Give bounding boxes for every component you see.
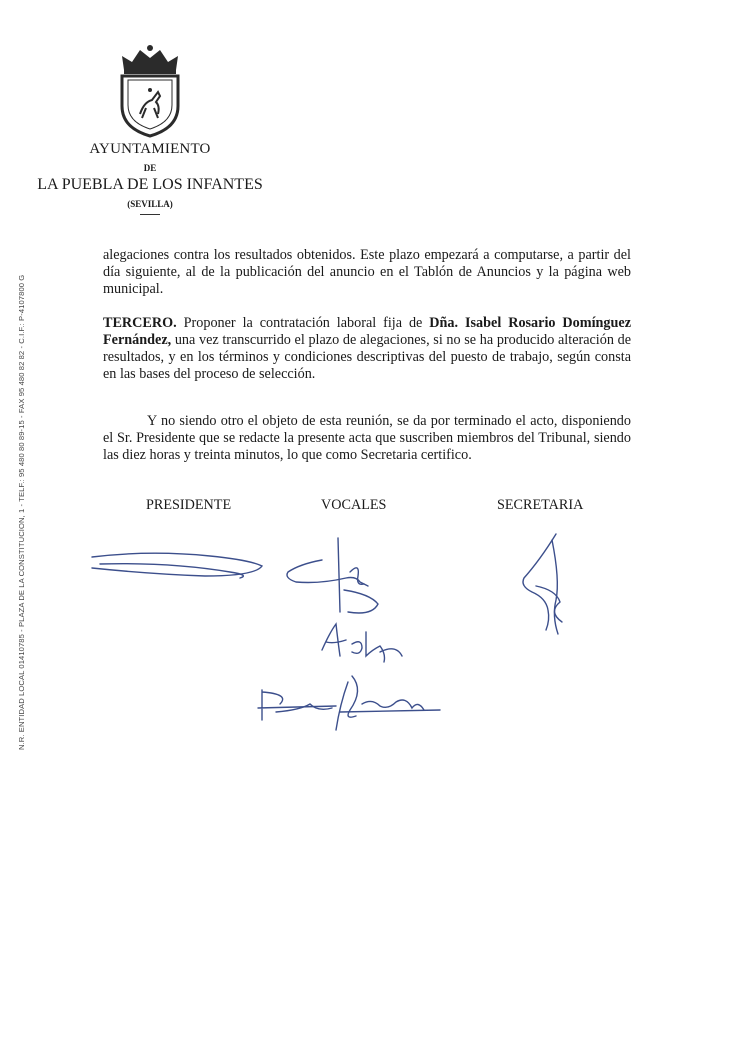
letterhead-province: (SEVILLA) bbox=[127, 199, 173, 209]
letterhead-de: DE bbox=[143, 163, 157, 173]
president-signature bbox=[92, 553, 262, 578]
president-label: PRESIDENTE bbox=[146, 497, 232, 513]
side-margin-text: N.R. ENTIDAD LOCAL 01410785 - PLAZA DE LA CONSTITUCION, 1 - TELF.: 95 480 80 89-15 - FAX 95 480 82 82 - C.I.F.: P-4107800 G bbox=[17, 274, 26, 750]
letterhead-title: AYUNTAMIENTO bbox=[89, 141, 211, 157]
letterhead-town: LA PUEBLA DE LOS INFANTES bbox=[37, 176, 263, 193]
vocal-signature-2 bbox=[322, 624, 402, 662]
vocales-label: VOCALES bbox=[321, 497, 387, 513]
paragraph-closing: Y no siendo otro el objeto de esta reunión, se da por terminado el acto, disponiendo el Sr. Presidente que se redacte la presente acta que suscriben miembros del Tribunal, siendo las diez horas y treinta minutos, lo que como Secretaria certifico. bbox=[103, 413, 631, 463]
candidate-name: Dña. Isabel Rosario Domínguez Fernández, bbox=[103, 315, 631, 348]
municipal-crest-icon bbox=[112, 42, 188, 138]
vocal-signature-3 bbox=[258, 676, 440, 730]
paragraph-tercero bbox=[103, 315, 631, 383]
tercero-heading: TERCERO. bbox=[103, 315, 177, 331]
vocal-signature-1 bbox=[287, 538, 378, 613]
secretaria-label: SECRETARIA bbox=[497, 497, 584, 513]
signatures-area bbox=[0, 520, 741, 780]
tercero-text-a: Proponer la contratación laboral fija de bbox=[176, 315, 430, 331]
letterhead-divider bbox=[140, 214, 160, 215]
secretaria-signature bbox=[523, 534, 562, 634]
tercero-text-b: una vez transcurrido el plazo de alegaciones, si no se ha producido alteración de resultados, y en los términos y condiciones descriptivas del puesto de trabajo, según consta en las bases del proceso de selección. bbox=[103, 332, 631, 382]
paragraph-alegaciones: alegaciones contra los resultados obtenidos. Este plazo empezará a computarse, a partir del día siguiente, al de la publicación del anuncio en el Tablón de Anuncios y la página web municipal. bbox=[103, 247, 631, 297]
